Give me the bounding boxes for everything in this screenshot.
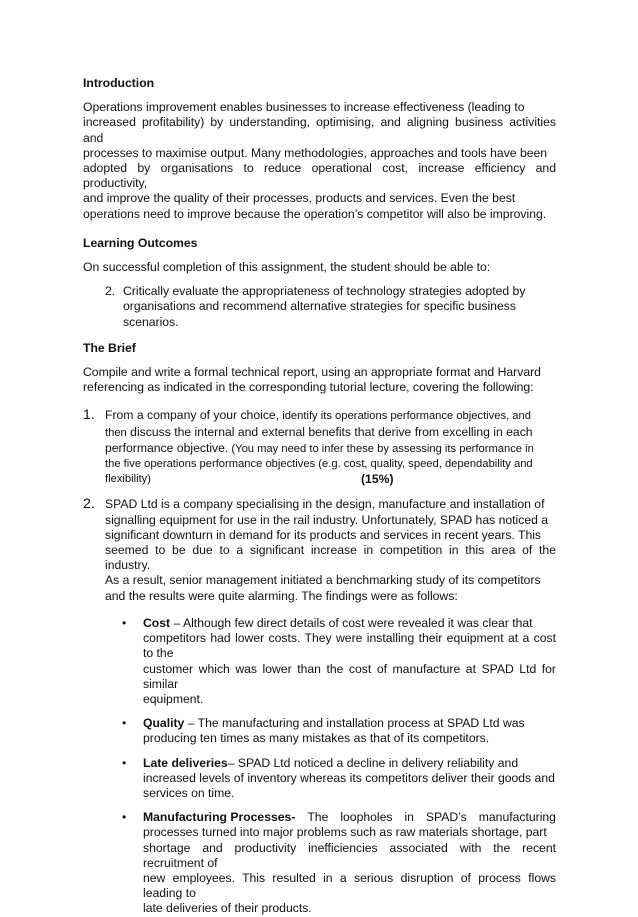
finding-line: [143, 756, 556, 771]
brief-intro-line: Compile and write a formal technical report, using an appropriate format and Harvard: [83, 365, 541, 380]
finding-line: late deliveries of their products.: [143, 901, 312, 916]
learning-outcomes-heading: Learning Outcomes: [83, 235, 198, 250]
task-2-line: As a result, senior management initiated a benchmarking study of its competitors: [105, 573, 541, 588]
finding-word: The: [307, 810, 329, 825]
finding-text: – The manufacturing and installation process at SPAD Ltd was: [184, 716, 525, 731]
learning-outcome-line: Critically evaluate the appropriateness of technology strategies adopted by: [123, 284, 526, 299]
introduction-line: processes to maximise output. Many methodologies, approaches and tools have been: [83, 145, 548, 160]
finding-cost: [105, 616, 556, 707]
task-2-line: signalling equipment for use in the rail industry. Unfortunately, SPAD has noticed a: [105, 512, 549, 527]
finding-line: equipment.: [143, 691, 204, 706]
task-2-number: 2.: [83, 495, 95, 512]
introduction-line: and improve the quality of their processes, products and services. Even the best: [83, 191, 516, 206]
learning-outcome-number: 2.: [105, 284, 116, 299]
task-2-line: SPAD Ltd is a company specialising in the design, manufacture and installation of: [105, 497, 545, 512]
introduction-paragraph: [83, 100, 556, 222]
introduction-line: adopted by organisations to reduce operational cost, increase efficiency and productivity,: [83, 161, 556, 191]
finding-line: services on time.: [143, 785, 235, 800]
task-2-line: significant downturn in demand for its products and services in recent years. This: [105, 527, 542, 542]
finding-line: [143, 716, 556, 731]
introduction-line: Operations improvement enables businesses to increase effectiveness (leading to: [83, 100, 525, 115]
finding-text: – Although few direct details of cost were revealed it was clear that: [170, 615, 533, 630]
finding-late-deliveries: [105, 756, 556, 802]
finding-title: Manufacturing Processes-: [143, 810, 296, 825]
task-1-text: From a company of your choice,: [105, 408, 280, 423]
finding-line: [143, 616, 556, 631]
task-1-text: flexibility): [105, 473, 152, 486]
finding-line: producing ten times as many mistakes as that of its competitors.: [143, 731, 490, 746]
task-1-text: discuss the internal and external benefits that derive from excelling in each: [126, 424, 533, 439]
task-1-line: the five operations performance objectives (e.g. cost, quality, speed, dependability and: [105, 458, 533, 471]
finding-word: manufacturing: [478, 810, 556, 825]
introduction-heading: Introduction: [83, 76, 155, 90]
finding-manufacturing-processes: [105, 810, 556, 916]
finding-line: processes turned into major problems such as raw materials shortage, part: [143, 825, 547, 840]
task-2-line: and the results were quite alarming. The findings were as follows:: [105, 588, 458, 603]
finding-word: loopholes: [340, 810, 393, 825]
finding-word: SPAD’s: [425, 810, 467, 825]
bullet-icon: •: [122, 615, 127, 630]
bullet-icon: •: [122, 755, 127, 770]
finding-text: – SPAD Ltd noticed a decline in delivery reliability and: [227, 755, 519, 770]
learning-outcomes-list: [83, 284, 556, 330]
task-1-text: then: [105, 426, 127, 439]
finding-title: Late deliveries: [143, 755, 228, 770]
brief-heading: The Brief: [83, 340, 136, 355]
brief-intro-line: referencing as indicated in the corresponding tutorial lecture, covering the following:: [83, 380, 534, 395]
brief-task-list: [83, 408, 556, 916]
task-1-text: (You may need to infer these by assessing its performance in: [228, 442, 534, 455]
finding-word: in: [404, 810, 414, 825]
task-1-line: [105, 425, 556, 441]
findings-list: [105, 616, 556, 917]
bullet-icon: •: [122, 810, 127, 825]
finding-line: competitors had lower costs. They were installing their equipment at a cost to the: [143, 631, 556, 661]
finding-line: shortage and productivity inefficiencies associated with the recent recruitment of: [143, 840, 556, 870]
task-1-weight: (15%): [361, 472, 394, 487]
task-1-line: [105, 408, 556, 424]
task-1-text: performance objective.: [105, 440, 229, 455]
finding-line: [143, 810, 556, 825]
brief-task-2: [83, 497, 556, 916]
introduction-line: increased profitability) by understanding, optimising, and aligning business activities and: [83, 115, 556, 145]
finding-line: increased levels of inventory whereas its competitors deliver their goods and: [143, 770, 555, 785]
learning-outcome-line: organisations and recommend alternative strategies for specific business: [123, 299, 516, 314]
finding-title: Quality: [143, 716, 185, 731]
learning-outcome-line: scenarios.: [123, 314, 179, 329]
bullet-icon: •: [122, 716, 127, 731]
finding-line: customer which was lower than the cost of manufacture at SPAD Ltd for similar: [143, 661, 556, 691]
learning-outcomes-intro: On successful completion of this assignment, the student should be able to:: [83, 260, 491, 275]
task-1-text: identify its operations performance objectives, and: [279, 410, 531, 423]
introduction-line: operations need to improve because the operation’s competitor will also be improving.: [83, 206, 547, 221]
task-1-number: 1.: [83, 406, 95, 423]
finding-title: Cost: [143, 615, 171, 630]
learning-outcome-item: [83, 284, 556, 330]
finding-quality: [105, 716, 556, 746]
task-1-line: [105, 472, 556, 487]
task-1-line: [105, 441, 556, 457]
finding-line: new employees. This resulted in a serious disruption of process flows leading to: [143, 870, 556, 901]
brief-task-1: [83, 408, 556, 487]
task-2-line: seemed to be due to a significant increase in competition in this area of the industry.: [105, 543, 556, 573]
